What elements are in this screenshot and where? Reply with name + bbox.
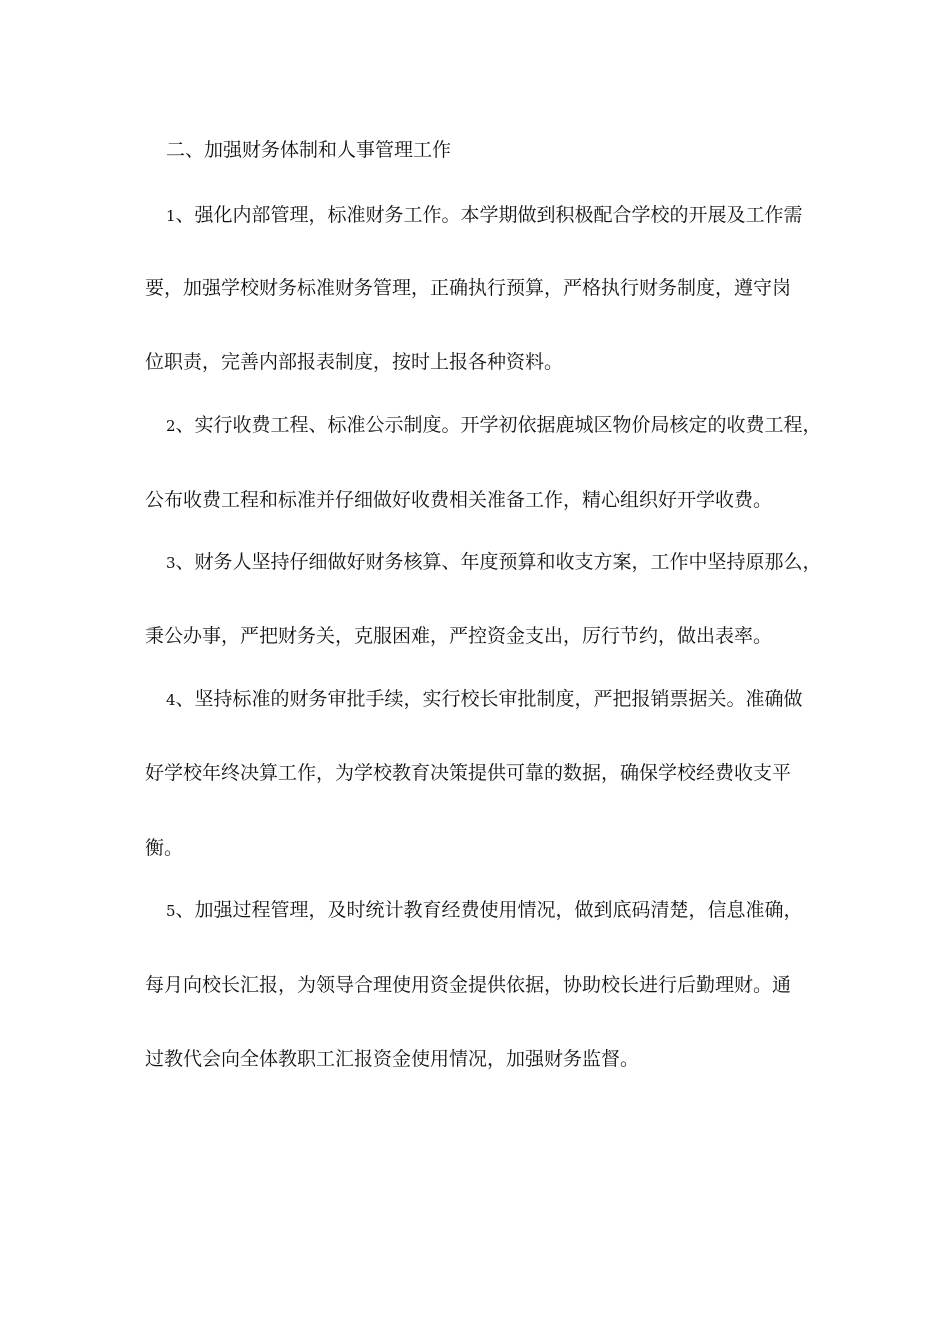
item-1-line-1: 、强化内部管理，标准财务工作。本学期做到积极配合学校的开展及工作需	[175, 204, 803, 226]
item-5-line-1: 、加强过程管理，及时统计教育经费使用情况，做到底码清楚，信息准确，	[175, 899, 803, 921]
item-3-number: 3	[166, 554, 176, 572]
item-5-first-line	[166, 898, 803, 923]
item-5-number: 5	[166, 902, 176, 920]
item-3-first-line	[166, 550, 822, 575]
item-1-number: 1	[166, 207, 176, 225]
item-5-line-3: 过教代会向全体教职工汇报资金使用情况，加强财务监督。	[145, 1048, 640, 1070]
item-3-line-2: 秉公办事，严把财务关，克服困难，严控资金支出，厉行节约，做出表率。	[145, 625, 773, 647]
item-2-number: 2	[166, 417, 176, 435]
item-2-line-2: 公布收费工程和标准并仔细做好收费相关准备工作，精心组织好开学收费。	[145, 489, 773, 511]
section-heading: 二、加强财务体制和人事管理工作	[166, 139, 452, 161]
item-4-first-line	[166, 687, 803, 712]
item-1-line-2: 要，加强学校财务标准财务管理，正确执行预算，严格执行财务制度，遵守岗	[145, 277, 792, 299]
item-4-line-3: 衡。	[145, 837, 184, 859]
item-4-line-2: 好学校年终决算工作，为学校教育决策提供可靠的数据，确保学校经费收支平	[145, 762, 792, 784]
item-1-line-3: 位职责，完善内部报表制度，按时上报各种资料。	[145, 351, 564, 373]
item-4-line-1: 、坚持标准的财务审批手续，实行校长审批制度，严把报销票据关。准确做	[175, 688, 803, 710]
item-2-first-line	[166, 413, 822, 438]
item-5-line-2: 每月向校长汇报，为领导合理使用资金提供依据，协助校长进行后勤理财。通	[145, 974, 792, 996]
item-4-number: 4	[166, 691, 176, 709]
item-2-line-1: 、实行收费工程、标准公示制度。开学初依据鹿城区物价局核定的收费工程，	[175, 414, 822, 436]
item-3-line-1: 、财务人坚持仔细做好财务核算、年度预算和收支方案，工作中坚持原那么，	[175, 551, 822, 573]
item-1-first-line	[166, 203, 803, 228]
